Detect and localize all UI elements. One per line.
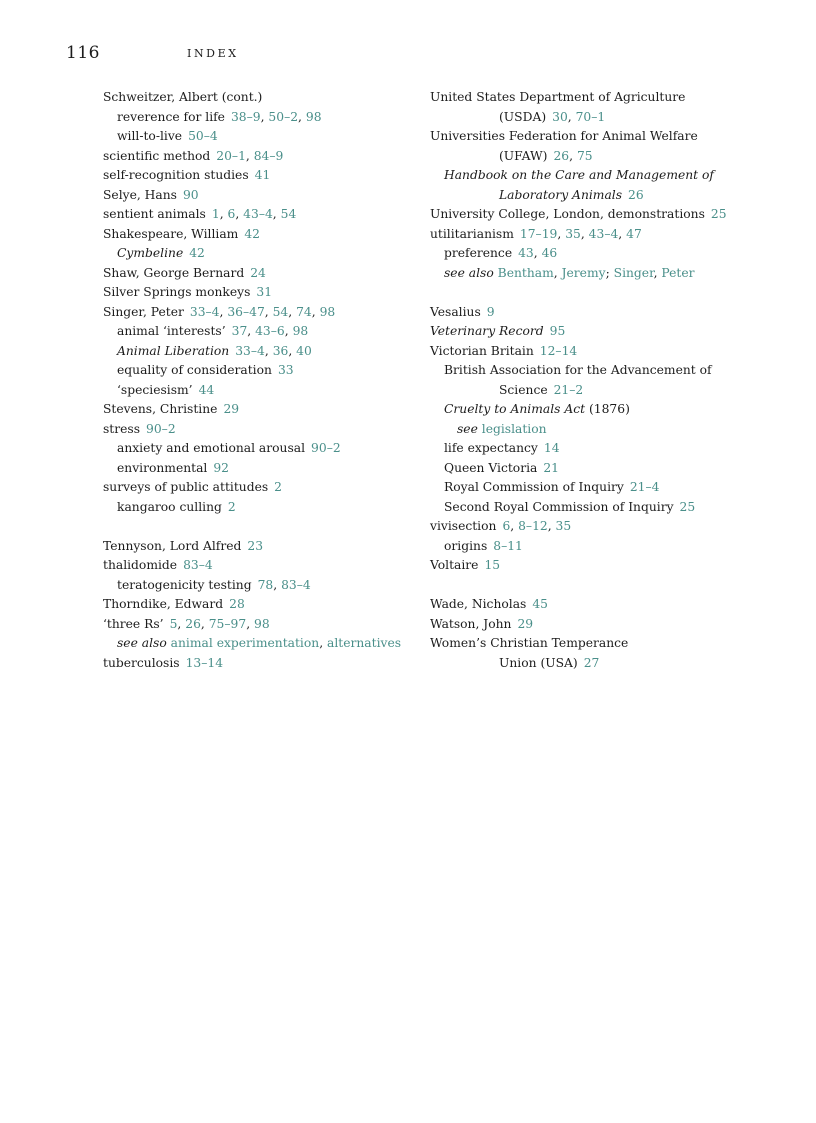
entry-text: teratogenicity testing [117, 577, 252, 592]
entry-text: Women’s Christian Temperance [430, 636, 629, 650]
entry-text: (UFAW) [499, 148, 548, 163]
index-entry-continuation [430, 147, 720, 167]
entry-text: Cymbeline [117, 246, 184, 260]
entry-text: , [235, 207, 244, 221]
page-reference-link[interactable]: 43–4 [243, 207, 273, 221]
index-subentry [430, 459, 720, 479]
page-reference-link[interactable]: 6 [227, 207, 236, 221]
page-reference-link[interactable]: 75 [576, 148, 593, 163]
page-reference-link[interactable]: 98 [292, 324, 309, 338]
page-reference-link[interactable]: 37 [231, 324, 248, 338]
index-entry [103, 147, 403, 167]
entry-text: , [569, 148, 577, 163]
entry-text: Animal Liberation [117, 343, 230, 358]
index-entry [430, 342, 720, 362]
index-entry [430, 127, 720, 147]
page-reference-link[interactable]: 1 [211, 207, 220, 221]
index-entry [430, 517, 720, 537]
entry-text: Laboratory Animals [499, 187, 623, 202]
entry-text: , [284, 324, 293, 338]
entry-text: , [533, 246, 542, 260]
entry-text: scientific method [103, 148, 211, 163]
entry-text: , [557, 226, 566, 241]
entry-text: Watson, John [430, 616, 512, 631]
running-head: INDEX [187, 47, 239, 60]
entry-text: see also [117, 636, 171, 650]
entry-text: Voltaire [430, 558, 479, 572]
index-entry [430, 556, 720, 576]
index-subentry [103, 459, 403, 479]
entry-text: environmental [117, 460, 208, 475]
entry-text: , [553, 265, 562, 280]
entry-text: stress [103, 421, 141, 436]
page-reference-link[interactable]: 36–47 [227, 304, 265, 319]
page-reference-link[interactable]: 47 [626, 226, 642, 241]
entry-text: , [567, 109, 576, 124]
index-subentry [430, 439, 720, 459]
entry-text: Victorian Britain [430, 343, 534, 358]
page-reference-link[interactable]: animal experimentation [170, 636, 320, 650]
page-reference-link[interactable]: 74 [296, 304, 312, 319]
index-entry [103, 166, 403, 186]
page-reference-link[interactable]: 33–4 [189, 304, 220, 319]
section-spacer [103, 517, 403, 537]
entry-text: , [272, 207, 281, 221]
page-reference-link[interactable]: 21 [543, 460, 560, 475]
entry-text: Stevens, Christine [103, 402, 218, 416]
page-reference-link[interactable]: 45 [532, 597, 549, 611]
entry-text: , [219, 207, 228, 221]
entry-text: , [245, 148, 254, 163]
page-reference-link[interactable]: 12–14 [539, 343, 578, 358]
entry-text: animal ‘interests’ [117, 324, 226, 338]
entry-text: , [247, 324, 256, 338]
index-entry [430, 595, 720, 615]
page-reference-link[interactable]: 35 [555, 519, 572, 533]
entry-text: Tennyson, Lord Alfred [103, 538, 242, 553]
index-subentry [103, 498, 403, 518]
page-reference-link[interactable]: 35 [565, 226, 581, 241]
entry-text: United States Department of Agriculture [430, 90, 686, 104]
page-reference-link[interactable]: 42 [244, 226, 260, 241]
index-entry [103, 556, 403, 576]
entry-text: , [246, 616, 255, 631]
page-reference-link[interactable]: 38–9 [230, 109, 261, 124]
page-reference-link[interactable]: 25 [710, 207, 727, 221]
index-entry [430, 634, 720, 654]
entry-text: Thorndike, Edward [103, 597, 224, 611]
entry-text: see also [444, 265, 498, 280]
page-reference-link[interactable]: 98 [305, 109, 322, 124]
page-reference-link[interactable]: legislation [481, 421, 547, 436]
page-reference-link[interactable]: 40 [296, 343, 312, 358]
entry-text: Veterinary Record [430, 324, 544, 338]
entry-text: anxiety and emotional arousal [117, 441, 306, 455]
page-reference-link[interactable]: 43–6 [255, 324, 285, 338]
index-entry [103, 400, 403, 420]
index-entry [430, 303, 720, 323]
index-subentry [103, 322, 403, 342]
page-reference-link[interactable]: 36 [272, 343, 289, 358]
entry-text: , [288, 343, 297, 358]
page-reference-link[interactable]: Peter [661, 265, 695, 280]
index-entry [103, 88, 403, 108]
index-entry [103, 537, 403, 557]
entry-text: surveys of public attitudes [103, 480, 269, 494]
page-reference-link[interactable]: Bentham [497, 265, 554, 280]
page-reference-link[interactable]: 84–9 [253, 148, 284, 163]
page-reference-link[interactable]: 43 [518, 246, 534, 260]
page-reference-link[interactable]: 27 [583, 655, 600, 670]
index-subentry [103, 244, 403, 264]
entry-text: , [177, 616, 186, 631]
page-reference-link[interactable]: 42 [189, 246, 205, 260]
entry-text: self-recognition studies [103, 168, 249, 182]
page-number: 116 [66, 43, 100, 63]
entry-text: Selye, Hans [103, 187, 177, 202]
index-entry [103, 283, 403, 303]
page-reference-link[interactable]: 98 [254, 616, 270, 631]
entry-text: University College, London, demonstrations [430, 207, 705, 221]
index-entry [430, 205, 727, 225]
page-reference-link[interactable]: 2 [227, 499, 236, 514]
entry-text: Shaw, George Bernard [103, 265, 245, 280]
page-reference-link[interactable]: 26 [628, 187, 644, 202]
page-reference-link[interactable]: 29 [517, 616, 534, 631]
page-reference-link[interactable]: 90–2 [311, 441, 341, 455]
entry-text: , [580, 226, 589, 241]
page-reference-link[interactable]: 5 [169, 616, 178, 631]
entry-text: will-to-live [117, 129, 183, 143]
page-reference-link[interactable]: 95 [549, 324, 566, 338]
page-reference-link[interactable]: 83–4 [281, 577, 311, 592]
entry-text: , [260, 109, 269, 124]
page-reference-link[interactable]: Singer [613, 265, 654, 280]
entry-text: , [653, 265, 662, 280]
page-reference-link[interactable]: 43–4 [588, 226, 619, 241]
page-reference-link[interactable]: 92 [213, 460, 229, 475]
page-reference-link[interactable]: 90 [182, 187, 199, 202]
index-column-right [430, 88, 727, 673]
section-spacer [430, 576, 720, 596]
page-reference-link[interactable]: 70–1 [575, 109, 606, 124]
page-reference-link[interactable]: 46 [541, 246, 558, 260]
page-reference-link[interactable]: 25 [679, 499, 696, 514]
entry-text: , [200, 616, 209, 631]
page-reference-link[interactable]: 8–12 [518, 519, 548, 533]
page-reference-link[interactable]: 78 [257, 577, 274, 592]
page-reference-link[interactable]: 17–19 [519, 226, 558, 241]
entry-text: Royal Commission of Inquiry [444, 480, 624, 494]
entry-text: , [510, 519, 519, 533]
page-reference-link[interactable]: 20–1 [216, 148, 246, 163]
entry-text: origins [444, 538, 488, 553]
index-entry [103, 420, 403, 440]
index-entry [103, 225, 403, 245]
entry-text: British Association for the Advancement of [444, 363, 712, 377]
index-subentry [430, 537, 720, 557]
entry-text: equality of consideration [117, 363, 272, 377]
entry-text: ‘speciesism’ [117, 382, 193, 397]
page-reference-link[interactable]: 83–4 [183, 558, 213, 572]
page-reference-link[interactable]: 26 [185, 616, 201, 631]
page-reference-link[interactable]: 44 [198, 382, 215, 397]
index-entry [103, 205, 403, 225]
entry-text: , [311, 304, 320, 319]
page-reference-link[interactable]: 31 [256, 285, 273, 299]
index-entry [103, 654, 403, 674]
entry-text: , [264, 304, 273, 319]
entry-text: , [264, 343, 273, 358]
index-entry-continuation [430, 654, 720, 674]
index-entry [430, 615, 720, 635]
entry-text: Wade, Nicholas [430, 597, 527, 611]
entry-text: Singer, Peter [103, 304, 184, 319]
page-reference-link[interactable]: 33–4 [235, 343, 265, 358]
page-reference-link[interactable]: 26 [553, 148, 570, 163]
page-reference-link[interactable]: 28 [229, 597, 245, 611]
index-subentry [103, 342, 403, 362]
section-spacer [430, 283, 720, 303]
entry-text: kangaroo culling [117, 499, 222, 514]
page-reference-link[interactable]: 90–2 [146, 421, 176, 436]
index-subentry [103, 634, 403, 654]
page-reference-link[interactable]: 98 [319, 304, 336, 319]
index-subentry [103, 361, 403, 381]
entry-text: Science [499, 382, 548, 397]
entry-text: Union (USA) [499, 655, 578, 670]
index-subentry [430, 498, 720, 518]
entry-text: , [319, 636, 328, 650]
entry-text: , [288, 304, 297, 319]
index-subentry [103, 576, 403, 596]
entry-text: thalidomide [103, 558, 178, 572]
index-subentry [430, 400, 720, 420]
index-entry [103, 478, 403, 498]
entry-text: ‘three Rs’ [103, 616, 164, 631]
entry-text: Silver Springs monkeys [103, 285, 251, 299]
page-reference-link[interactable]: 50–2 [268, 109, 299, 124]
index-entry-continuation [430, 186, 720, 206]
index-entry [103, 264, 403, 284]
index-entry-continuation [430, 108, 720, 128]
entry-text: Schweitzer, Albert (cont.) [103, 90, 263, 104]
index-entry [103, 615, 403, 635]
entry-text: Cruelty to Animals Act [444, 402, 586, 416]
page-reference-link[interactable]: 30 [552, 109, 568, 124]
entry-text: ; [605, 265, 614, 280]
page-reference-link[interactable]: 29 [223, 402, 240, 416]
entry-text: (1876) [585, 402, 630, 416]
page-reference-link[interactable]: 75–97 [208, 616, 247, 631]
index-entry [103, 186, 403, 206]
entry-text: , [219, 304, 228, 319]
page-reference-link[interactable]: 23 [247, 538, 264, 553]
entry-text: tuberculosis [103, 655, 180, 670]
index-subentry [430, 361, 720, 381]
page-reference-link[interactable]: 54 [272, 304, 289, 319]
index-subentry [430, 420, 720, 440]
page-reference-link[interactable]: 9 [486, 304, 495, 319]
entry-text: see [457, 421, 482, 436]
entry-text: Shakespeare, William [103, 226, 239, 241]
index-entry [430, 322, 720, 342]
page-reference-link[interactable]: 50–4 [188, 129, 218, 143]
page-reference-link[interactable]: 21–2 [553, 382, 584, 397]
page-reference-link[interactable]: 15 [484, 558, 501, 572]
page-reference-link[interactable]: alternatives [327, 636, 402, 650]
entry-text: Queen Victoria [444, 460, 538, 475]
index-entry [103, 595, 403, 615]
entry-text: utilitarianism [430, 226, 514, 241]
index-subentry [103, 439, 403, 459]
entry-text: (USDA) [499, 109, 547, 124]
index-subentry [103, 127, 403, 147]
entry-text: Handbook on the Care and Management of [444, 168, 714, 182]
index-subentry [430, 166, 720, 186]
entry-text: preference [444, 246, 513, 260]
index-subentry [430, 478, 720, 498]
page-reference-link[interactable]: 41 [254, 168, 271, 182]
page-reference-link[interactable]: 6 [502, 519, 511, 533]
index-subentry [103, 108, 403, 128]
page-reference-link[interactable]: Jeremy [561, 265, 606, 280]
page-reference-link[interactable]: 14 [543, 441, 560, 455]
index-entry [103, 303, 403, 323]
page-reference-link[interactable]: 24 [250, 265, 266, 280]
index-entry-continuation [430, 381, 720, 401]
index-subentry [430, 264, 720, 284]
page-reference-link[interactable]: 21–4 [629, 480, 660, 494]
page-reference-link[interactable]: 8–11 [493, 538, 523, 553]
entry-text: , [547, 519, 556, 533]
entry-text: vivisection [430, 519, 497, 533]
page-reference-link[interactable]: 54 [280, 207, 297, 221]
page-reference-link[interactable]: 33 [277, 363, 294, 377]
entry-text: , [618, 226, 627, 241]
index-subentry [430, 244, 720, 264]
entry-text: life expectancy [444, 441, 538, 455]
index-subentry [103, 381, 403, 401]
entry-text: reverence for life [117, 109, 225, 124]
entry-text: Vesalius [430, 304, 481, 319]
entry-text: , [273, 577, 282, 592]
entry-text: Second Royal Commission of Inquiry [444, 499, 674, 514]
index-column-left [103, 88, 403, 673]
entry-text: sentient animals [103, 207, 206, 221]
entry-text: , [298, 109, 306, 124]
index-entry [430, 225, 720, 245]
index-entry [430, 88, 720, 108]
page-reference-link[interactable]: 13–14 [185, 655, 224, 670]
page-reference-link[interactable]: 2 [274, 480, 282, 494]
entry-text: Universities Federation for Animal Welfare [430, 129, 698, 143]
